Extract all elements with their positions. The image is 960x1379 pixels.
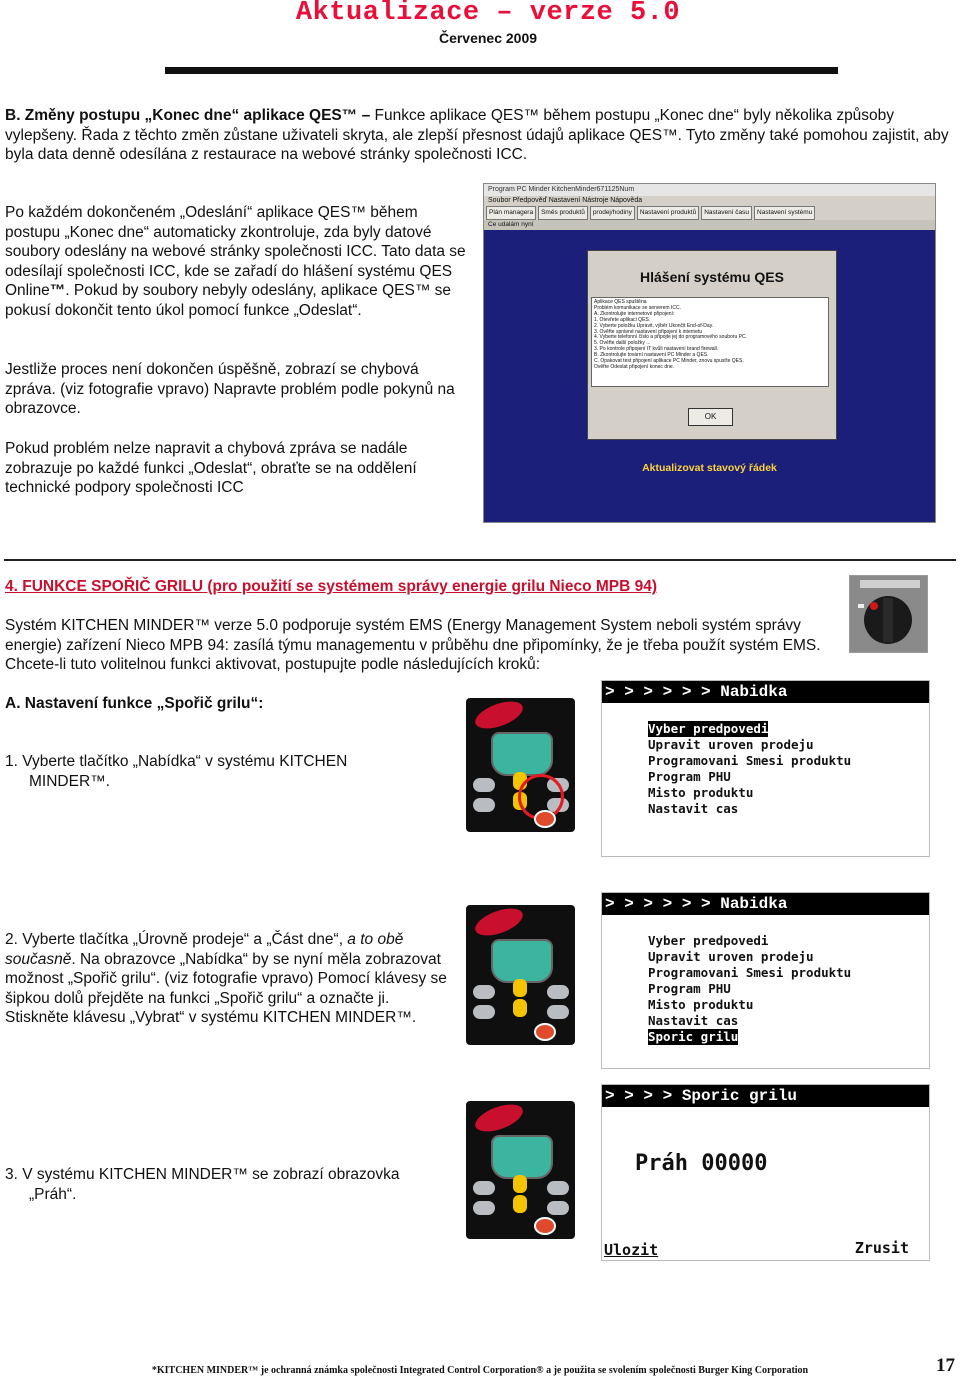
section-4-intro: Systém KITCHEN MINDER™ verze 5.0 podporuje systém EMS (Energy Management System neboli systém správy energie) zařízení Nieco MPB 94: zasílá týmu managementu v průběhu dne připomínky, že je třeba použít systém EMS. Chcete-li tuto volitelnou funkci aktivovat, postupujte podle následujících kroků: (5, 617, 821, 673)
message-line: 3. Po kontrole připojení IT kvůli nastavení brand firewall. (594, 346, 719, 353)
lcd-menu-item: Program PHU (648, 769, 731, 784)
step-2 (5, 930, 455, 1028)
message-line: Aplikace QES spuštěna (594, 299, 647, 305)
para1-text-a: Po každém dokončeném „Odeslání“ aplikace QES™ během postupu „Konec dne“ automaticky zkontroluje, zda byly datové soubory odeslány na webové stránky společnosti ICC. Tato data se odesílají společnosti ICC, kde se zařadí do hlášení systému QES Online (5, 204, 466, 299)
lcd-menu-item-selected: Sporic grilu (648, 1029, 739, 1044)
lcd-menu-item-selected: Vyber predpovedi (648, 721, 769, 736)
pc-tab: prodej/hodiny (590, 206, 635, 220)
header-rule (165, 67, 838, 74)
device-button (473, 798, 495, 812)
device-logo-band (472, 905, 527, 941)
section-b-intro-text: Funkce aplikace QES™ během postupu „Konec dne“ byly několika způsoby vylepšeny. Řada z těchto změn zůstane uživateli skryta, ale zlepší přesnost údajů aplikace QES™. Tyto změny také pomohou zajistit, aby byla data denně odesílána z restaurace na webové stránky společnosti ICC. (5, 107, 949, 163)
device-button (473, 1201, 495, 1215)
qes-dialog-message (591, 297, 829, 387)
device-button (547, 1181, 569, 1195)
lcd-menu-item: Upravit uroven prodeju (648, 949, 814, 964)
step-1 (5, 752, 425, 791)
message-line: Ověřte Odeslat připojení konec dne. (594, 363, 675, 370)
device-logo-band (472, 698, 527, 734)
message-line: A. Zkontrolujte internetové připojení: (594, 310, 675, 317)
section-b-para3: Pokud problém nelze napravit a chybová zpráva se nadále zobrazuje po každé funkci „Odeslat“, obraťte se na oddělení technické podpory společnosti ICC (5, 440, 417, 496)
device-bk-logo (534, 810, 556, 828)
lcd-menu-item: Programovani Smesi produktu (648, 965, 852, 980)
device-button-row (473, 1005, 569, 1019)
step-1-line-2: MINDER™. (29, 772, 110, 790)
lcd-header: > > > > > > Nabidka (602, 893, 929, 915)
qes-dialog (587, 250, 837, 440)
threshold-value: Práh 00000 (635, 1151, 768, 1176)
para1-tm: ™ (49, 282, 66, 299)
device-button (547, 1201, 569, 1215)
message-line: B. Zkontrolujte tovární nastavení PC Minder a QES. (594, 352, 709, 359)
lcd-menu-item: Nastavit cas (648, 1013, 739, 1028)
lcd-menu-item: Upravit uroven prodeju (648, 737, 814, 752)
section-b-para1 (5, 203, 471, 320)
lcd-header: > > > > Sporic grilu (602, 1085, 929, 1107)
pc-tab: Nastavení času (701, 206, 752, 220)
message-line: C. Opakovat test připojení aplikace PC Minder, znovu spusťte QES. (594, 358, 744, 365)
pc-tab: Nastavení systému (754, 206, 815, 220)
message-line: 4. Vyberte telefonní číslo a připojte jej do programového souboru PC. (594, 334, 747, 341)
lcd-menu-item: Programovani Smesi produktu (648, 753, 852, 768)
lcd-menu-screen-1 (601, 680, 930, 857)
grill-knob-photo (849, 575, 928, 653)
lcd-header: > > > > > > Nabidka (602, 681, 929, 703)
message-line: 3. Ověřte správné nastavení připojení k internetu (594, 328, 703, 335)
device-button (473, 985, 495, 999)
save-button[interactable]: Ulozit (604, 1241, 659, 1259)
device-button (473, 1005, 495, 1019)
message-line: Problém komunikace se serverem ICC. (594, 304, 681, 311)
lcd-menu-list (647, 933, 852, 1045)
cancel-button[interactable]: Zrusit (854, 1239, 909, 1257)
device-button-row (473, 1201, 569, 1215)
message-line: 2. Vyberte položku Upravit, výběr Ukončit End-of-Day. (594, 322, 714, 329)
message-line: 5. Ověřte další položky ... (594, 340, 651, 347)
message-line: 1. Otevřete aplikaci QES. (594, 316, 651, 323)
qes-error-screenshot (483, 183, 936, 523)
device-screen (491, 732, 553, 776)
ok-button[interactable]: OK (688, 408, 733, 426)
section-b-heading: B. Změny postupu „Konec dne“ aplikace QES™ – (5, 107, 371, 124)
device-button (547, 985, 569, 999)
lcd-menu-item: Nastavit cas (648, 801, 739, 816)
device-logo-band (472, 1101, 527, 1137)
step-3-line-2: „Práh“. (29, 1185, 77, 1203)
step-2-italic: a to obě současně (5, 931, 404, 968)
device-screen (491, 939, 553, 983)
step-3-line-1: 3. V systému KITCHEN MINDER™ se zobrazí obrazovka (5, 1166, 400, 1183)
device-yellow-button (513, 1175, 527, 1193)
footer-trademark: *KITCHEN MINDER™ je ochranná známka společnosti Integrated Control Corporation® a je použita se svolením společnosti Burger King Corporation (151, 1365, 809, 1376)
pc-window-title: Program PC Minder KitchenMinder671125Num (484, 184, 935, 196)
lcd-menu-list (647, 721, 852, 817)
lcd-menu-item: Misto produktu (648, 997, 754, 1012)
device-button (473, 1181, 495, 1195)
device-bk-logo (534, 1023, 556, 1041)
page-date: Červenec 2009 (438, 30, 538, 46)
section-4-sub-heading: A. Nastavení funkce „Spořič grilu“: (5, 695, 264, 712)
device-screen (491, 1135, 553, 1179)
device-button (473, 778, 495, 792)
para1-text-b: . Pokud by soubory nebyly odeslány, aplikace QES™ se pokusí dokončit tento úkol pomocí funkce „Odeslat“. (5, 282, 452, 319)
section-b-para2: Jestliže proces není dokončen úspěšně, zobrazí se chybová zpráva. (viz fotografie vpravo) Napravte problém podle pokynů na obrazovce. (5, 361, 455, 417)
lcd-menu-item: Program PHU (648, 981, 731, 996)
section-4-heading: 4. FUNKCE SPOŘIČ GRILU (pro použití se systémem správy energie grilu Nieco MPB 94) (5, 578, 658, 595)
kitchen-minder-device-2 (466, 905, 575, 1045)
pc-tab: Nastavení produktů (637, 206, 699, 220)
section-divider (4, 559, 956, 561)
step-3 (5, 1165, 455, 1204)
update-status-button[interactable]: Aktualizovat stavový řádek (642, 462, 777, 474)
step-1-line-1: 1. Vyberte tlačítko „Nabídka“ v systému KITCHEN (5, 753, 348, 770)
lcd-threshold-screen (601, 1084, 930, 1261)
lcd-menu-item: Misto produktu (648, 785, 754, 800)
knob-icon (850, 576, 927, 652)
pc-tab: Plán managera (486, 206, 536, 220)
pc-tab-bar (484, 206, 935, 220)
lcd-menu-item: Vyber predpovedi (648, 933, 769, 948)
device-button (547, 1005, 569, 1019)
page-title: Aktualizace – verze 5.0 (295, 0, 681, 28)
pc-sub-bar: Ce udalám nyní (484, 220, 935, 230)
pc-tab: Směs produktů (538, 206, 588, 220)
device-yellow-button (513, 979, 527, 997)
device-bk-logo (534, 1217, 556, 1235)
section-b-intro (5, 106, 955, 165)
qes-dialog-title: Hlášení systému QES (640, 269, 784, 285)
kitchen-minder-device-1 (466, 698, 575, 832)
page-number: 17 (936, 1355, 955, 1376)
step-2-text-b: . Na obrazovce „Nabídka“ by se nyní měla zobrazovat možnost „Spořič grilu“. (viz fotografie vpravo) Pomocí klávesy se šipkou dolů přejděte na funkci „Spořič grilu“ a označte ji. Stiskněte klávesu „Vybrat“ v systému KITCHEN MINDER™. (5, 950, 447, 1026)
kitchen-minder-device-3 (466, 1101, 575, 1239)
pc-menu-bar: Soubor Předpověď Nastavení Nástroje Nápověda (484, 196, 935, 206)
lcd-menu-screen-2 (601, 892, 930, 1069)
step-2-text-a: 2. Vyberte tlačítka „Úrovně prodeje“ a „Část dne“, (5, 931, 343, 948)
